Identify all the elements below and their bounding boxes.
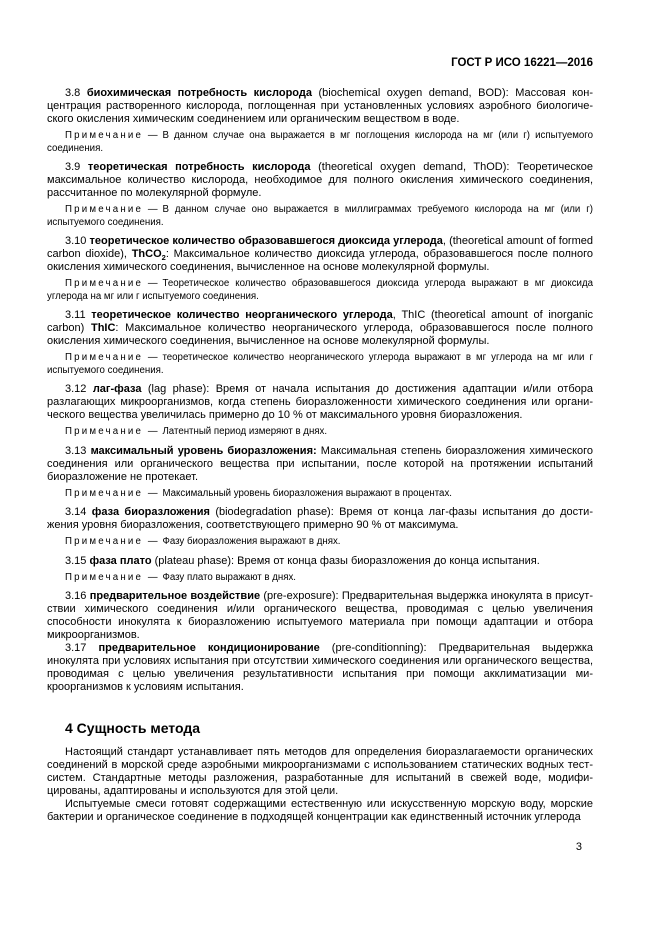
standard-designation: ГОСТ Р ИСО 16221—2016 [451,57,593,69]
note-label: Примечание [65,278,144,289]
term-bold-text: 2 [161,253,166,263]
definition-paragraph [47,555,593,568]
note-label: Примечание [65,426,144,437]
paragraph-text: 3.17 [65,642,99,654]
term-bold-text: предварительное кондиционирование [98,642,320,654]
note-paragraph: Примечание — теоретическое количество неорганического углерода выражают в мг углерода на мг или г испытуемого соединения. [47,352,593,376]
definition-paragraph [47,87,593,126]
body-paragraph [47,798,593,824]
term-bold-text: теоретическая потребность кислорода [87,161,311,173]
paragraph-text: (theoretical oxygen demand, ThOD): Теоретическое максимальное количество кислорода, необходимое для полного окисления химического соединения, рассчитанное по молекулярной формуле. [47,161,593,199]
paragraph-text: 3.11 [65,309,92,321]
definition-paragraph [47,309,593,348]
note-label: Примечание [65,536,144,547]
paragraph-text: Максимальная степень биоразложения химического соединения или органического вещества при испытании, после которой на протяжении испытаний биоразложение не протекает. [47,444,594,483]
note-paragraph: Примечание — Фазу плато выражают в днях. [65,571,297,583]
paragraph-text: (pre-exposure): Предварительная выдержка инокулята в присутствии химического соединения и/или органического вещества, проводимая с целью увеличения способности инокулята к биоразложению испытуемого материала при помощи адаптации и отбора микроорганизмов. [47,590,594,641]
paragraph-text: 3.16 [65,590,90,602]
page-footer [47,841,582,853]
paragraph-text: 3.15 [65,554,90,567]
paragraph-text: 3.14 [65,506,92,518]
paragraph-text: : Максимальное количество диоксида углерода, образовавшегося после полного окисления химического соединения, вычисленное на основе молекулярной формулы. [47,248,593,273]
term-bold-text: лаг-фаза [92,383,142,395]
term-bold-text: биохимическая потребность кислорода [86,87,312,99]
term-bold-text: максимальный уровень биоразложения: [90,444,317,457]
note-label: Примечание [65,487,144,499]
term-bold-text: фаза биоразложения [91,506,210,518]
term-bold-text: теоретическое количество неорганического углерода [91,309,393,321]
paragraph-text: 3.10 [65,235,90,247]
page-number: 3 [575,841,582,853]
paragraph-text: 3.8 [65,87,87,99]
note-label: Примечание [65,352,144,363]
paragraph-text: (pre-conditionning): Предварительная выдержка инокулята при условиях испытания при отсутствии химического соединения или органического вещества, проводимая с целью увеличения результативности испытания при помощи акклиматизации микроорганизмов к условиям испытания. [47,642,593,693]
paragraph-text: (biodegradation phase): Время от конца лаг-фазы испытания до достижения уровня биоразложения, соответствующего примерно 90 % от максимума. [47,506,593,531]
paragraph-text: (lag phase): Время от начала испытания до достижения адаптации и/или отбора разлагающих микроорганизмов, когда степень биоразложенности химического соединения или органического вещества увеличилась примерно до 10 % от максимального уровня биоразложения. [47,383,593,421]
note-label: Примечание [65,571,144,583]
definition-paragraph [47,445,593,484]
paragraph-text: 3.12 [65,383,93,395]
paragraph-text: 3.9 [65,161,88,173]
note-paragraph: Примечание — В данном случае она выражается в мг поглощения кислорода на мг (или г) испытуемого соединения. [47,130,593,154]
paragraph-text: (biochemical oxygen demand, BOD): Массовая концентрация растворенного кислорода, поглощенная при установленных условиях аэробного биологического окисления химическим соединением или органическим веществом в воде. [47,87,593,125]
paragraph-text: , (theoretical amount of formed carbon dioxide), [47,235,593,260]
note-paragraph: Примечание — Латентный период измеряют в днях. [65,426,328,437]
definition-paragraph [47,383,593,422]
note-paragraph: Примечание — Фазу биоразложения выражают в днях. [65,536,341,547]
term-bold-text: ThCO [131,248,162,260]
section-heading: 4 Сущность метода [65,720,201,736]
definition-paragraph [47,590,593,642]
paragraph-text: 3.13 [65,444,91,457]
paragraph-text: , ThIC (theoretical amount of inorganic carbon) [47,309,593,334]
paragraph-text: Настоящий стандарт устанавливает пять методов для определения биоразлагаемости органических соединений в морской среде аэробными микроорганизмами с использованием статических водных тест-систем. Стандартные методы разложения, разработанные для испытаний в свежей воде, модифицированы, адаптированы и используются для этой цели. [47,746,593,797]
definition-paragraph [47,161,593,200]
paragraph-text: Испытуемые смеси готовят содержащими естественную или искусственную морскую воду, морские бактерии и органическое соединение в подходящей концентрации как единственный источник углерода [47,798,593,823]
term-bold-text: теоретическое количество образовавшегося диоксида углерода [89,235,443,247]
term-bold-text: предварительное воздействие [89,590,261,602]
term-bold-text: ThIC [90,322,116,334]
note-paragraph: Примечание — В данном случае оно выражается в миллиграммах требуемого кислорода на мг (или г) испытуемого соединения. [47,204,593,228]
definition-paragraph [47,642,593,694]
document-header [47,57,593,69]
body-paragraph [47,746,593,798]
paragraph-text: (plateau phase): Время от конца фазы биоразложения до конца испытания. [151,554,540,567]
paragraph-text: : Максимальное количество неорганического углерода, образовавшегося после полного окисления химического соединения, вычисленное на основе молекулярной формулы. [47,322,594,347]
document-body [47,87,593,824]
term-bold-text: фаза плато [89,554,152,567]
definition-paragraph [47,235,593,274]
note-label: Примечание [65,204,144,215]
note-paragraph: Примечание — Теоретическое количество образовавшегося диоксида углерода выражают в мг диоксида углерода на мг или г испытуемого соединения. [47,278,593,302]
note-paragraph: Примечание — Максимальный уровень биоразложения выражают в процентах. [65,487,452,499]
definition-paragraph [47,506,593,532]
note-label: Примечание [65,130,144,141]
